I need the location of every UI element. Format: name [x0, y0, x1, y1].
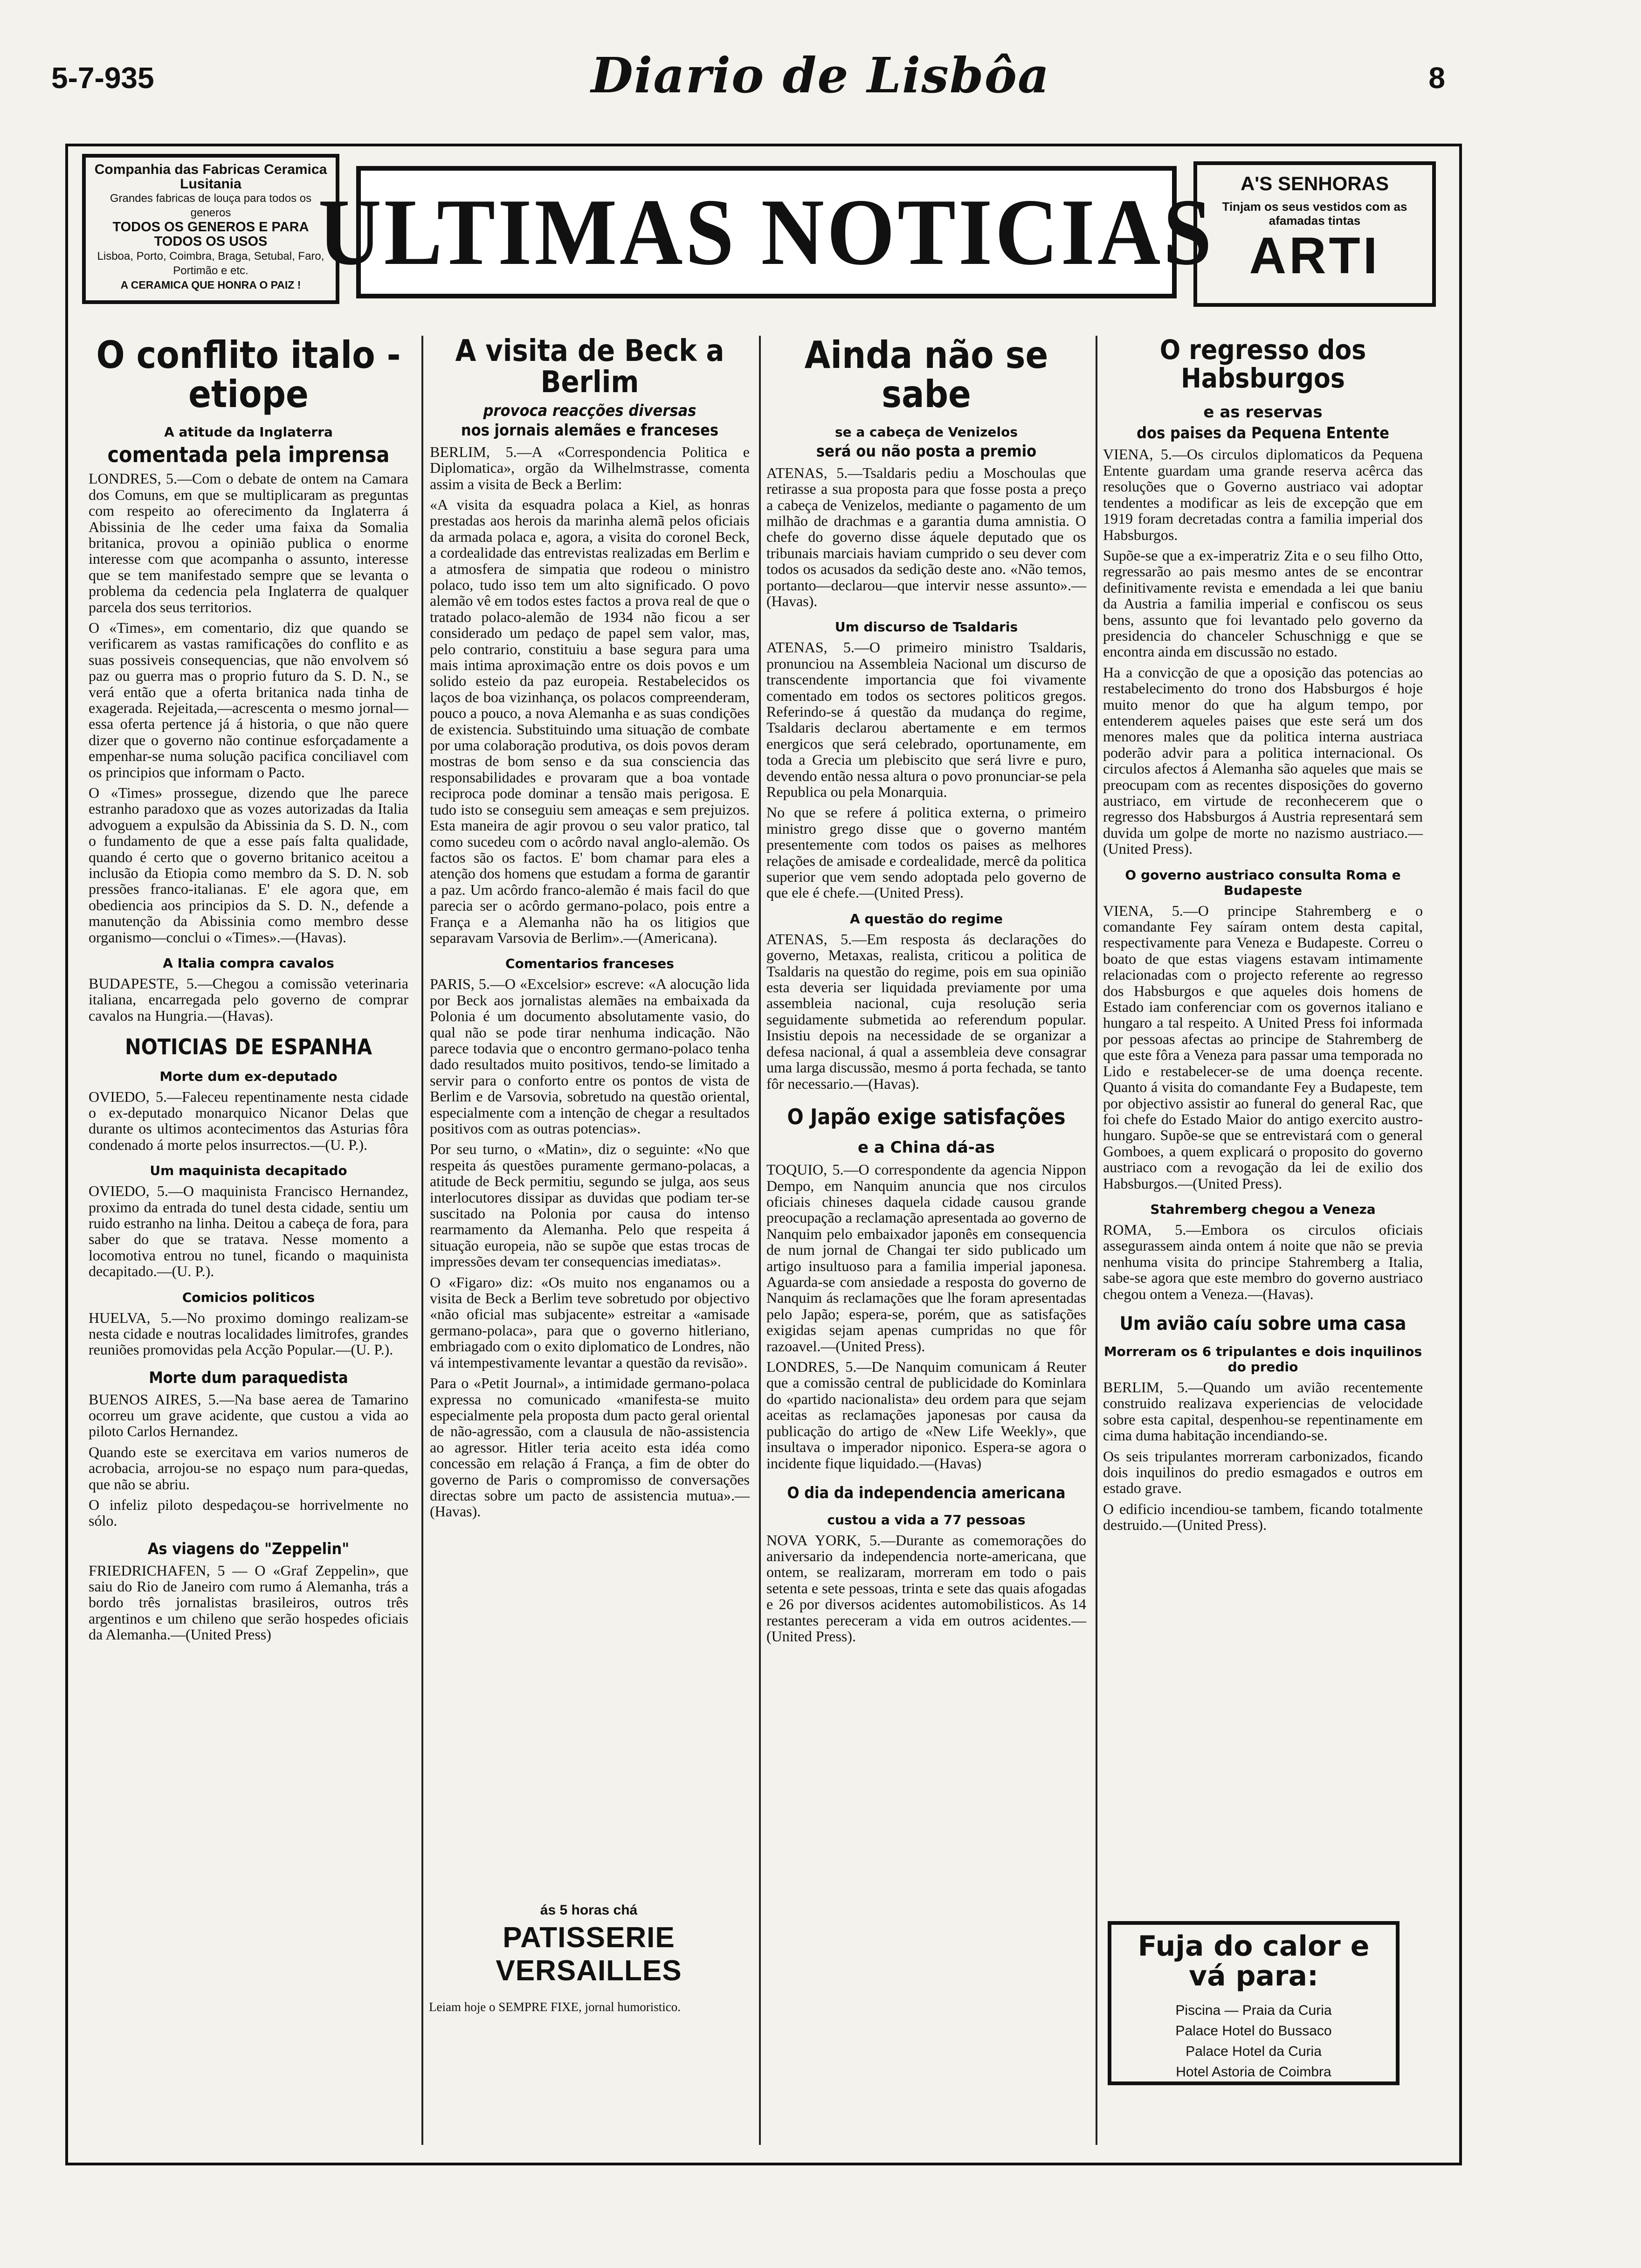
article-independencia — [766, 1485, 1086, 1645]
subheadline: dos paises da Pequena Entente — [1137, 423, 1389, 443]
article-zeppelin — [89, 1541, 408, 1643]
headline: Um avião caíu sobre uma casa — [1119, 1313, 1407, 1335]
paragraph: LONDRES, 5.—Com o debate de ontem na Camara dos Comuns, em que se multiplicaram as preguntas com respeito ao oferecimento da Inglaterra á Abissinia de lhe ceder uma faixa da Somalia britanica, provou a opinião publica o enorme interesse com que acompanha o assunto, interesse que se tem manifestado sempre que se levanta o problema da cedencia pela Inglaterra de qualquer parcela dos seus territorios. — [89, 470, 408, 615]
article-paraquedista — [89, 1370, 408, 1529]
article-habsburgos — [1103, 336, 1423, 1302]
subheadline: Comicios politicos — [182, 1289, 315, 1305]
paragraph: Por seu turno, o «Matin», diz o seguinte: «No que respeita ás questões puramente germano-polacas, a atitude de Beck permitiu, segundo se julga, aos seus interlocutores dissipar as duvidas que podiam ter-se suscitado na Polonia por causa do intenso rearmamento da Alemanha. Pelo que respeita á situação europeia, não se supõe que estas trocas de impressões devam ter consequencias imediatas». — [430, 1141, 750, 1270]
headline: NOTICIAS DE ESPANHA — [125, 1034, 372, 1060]
headline: As viagens do "Zeppelin" — [147, 1539, 350, 1558]
patisserie-versailles-ad — [429, 1902, 749, 2014]
ad-line: Grandes fabricas de louça para todos os generos — [110, 192, 312, 219]
subheadline: provoca reacções diversas — [483, 401, 696, 421]
headline: Morte dum paraquedista — [149, 1368, 348, 1387]
subheadline: A questão do regime — [850, 911, 1003, 927]
column-2 — [430, 336, 750, 1524]
paragraph: ROMA, 5.—Embora os circulos oficiais assegurassem ainda ontem á noite que não se previa nenhuma visita do principe Stahremberg a Italia, sabe-se agora que este membro do governo austriaco chegou ontem a Veneza.—(Havas). — [1103, 1221, 1423, 1302]
subheadline: se a cabeça de Venizelos — [834, 424, 1018, 440]
headline: O dia da independencia americana — [787, 1483, 1066, 1502]
article-cavalos — [89, 955, 408, 1023]
paragraph: ATENAS, 5.—Tsaldaris pediu a Moschoulas que retirasse a sua proposta para que fosse posta a preço a cabeça de Venizelos, mediante o pagamento de um milhão de drachmas e a garantia duma amnistia. O chefe do governo disse áquele deputado que os tribunais marciais haviam cumprido o seu dever com todos os acusados da sedição deste ano. «Não temos, portanto—declarou—que intervir nesse assunto».—(Havas). — [766, 464, 1086, 609]
subheadline: e as reservas — [1203, 402, 1323, 422]
page-date: 5-7-935 — [51, 61, 154, 95]
masthead: Diario de Lisbôa — [591, 47, 1050, 104]
paragraph: PARIS, 5.—O «Excelsior» escreve: «A alocução lida por Beck aos jornalistas alemães na embaixada da Polonia é um documento absolutamente vasio, do qual não se pode tirar nenhuma indicação. Não parece todavia que o encontro germano-polaco tenha dado resultados muito positivos, tendo-se limitado a servir para o conforto entre os pontos de vista de Berlim e de Varsovia, sobretudo na questão oriental, especialmente com a intenção de chegar a resultados positivos com as outras potencias». — [430, 975, 750, 1137]
paragraph: OVIEDO, 5.—O maquinista Francisco Hernandez, proximo da entrada do tunel desta cidade, sentiu um ruido estranho na linha. Deitou a cabeça de fora, para saber do que se tratava. Nesse momento a locomotiva entrou no tunel, ficando o maquinista decapitado.—(U. P.). — [89, 1182, 408, 1280]
paragraph: «A visita da esquadra polaca a Kiel, as honras prestadas aos herois da marinha alemã pelos oficiais da armada polaca e, agora, a visita do coronel Beck, a cordealidade das entrevistas realizadas em Berlim e a atmosfera de simpatia que rodeou o ministro polaco, tudo isso tem um alto significado. O povo alemão vê em todos estes factos a prova real de que o tratado polaco-alemão de 1934 não ficou a ser considerado um pedaço de papel sem valor, mas, pelo contrario, constituiu a base segura para uma mais intima aproximação entre os dois povos e um solido esteio da paz europeia. Restabelecidos os laços de boa vizinhança, os polacos compreenderam, pouco a pouco, a nova Alemanha e as suas condições de existencia. Substituindo uma situação de combate por uma colaboração produtiva, os dois povos deram mostras de bom senso e da sua consciencia das responsabilidades e provaram que a boa vontade reciproca pode dominar a tensão mais perigosa. E tudo isto se conseguiu sem ameaças e sem prejuizos. Esta maneira de agir provou o seu valor pratico, tal como sucedeu com o acôrdo naval anglo-alemão. Os factos são os factos. E' bom chamar para eles a atenção dos homens que estudam a forma de garantir a paz. Um acôrdo franco-alemão é mais facil do que parecia ser o acôrdo germano-polaco, pois entre a França e a Alemanha não ha os litigios que separavam Varsovia de Berlim».—(Americana). — [430, 496, 750, 946]
paragraph: O «Times» prossegue, dizendo que lhe parece estranho paradoxo que as vozes autorizadas da Italia advoguem a expulsão da Abissinia da S. D. N., com o fundamento de que a esse país falta qualidade, quando é certo que o governo britanico aceitou a inclusão da Etiopia como membro da S. D. N. sob pressões franco-italianas. E' ele agora que, em obediencia aos principios da S. D. N., defende a manutenção da Abissinia como membro desse organismo—conclui o «Times».—(Havas). — [89, 784, 408, 946]
subheadline: O governo austriaco consulta Roma e Budapeste — [1125, 867, 1401, 898]
article-conflito — [89, 333, 408, 946]
subheadline: Stahremberg chegou a Veneza — [1150, 1201, 1376, 1217]
paragraph: HUELVA, 5.—No proximo domingo realizam-se nesta cidade e noutras localidades limitrofes, grandes reuniões promovidas pela Acção Popular.—(U. P.). — [89, 1309, 408, 1358]
ad-brand: ARTI — [1249, 227, 1380, 284]
hotel-ad — [1108, 1921, 1400, 2085]
paragraph: ATENAS, 5.—O primeiro ministro Tsaldaris, pronunciou na Assembleia Nacional um discurso de transcendente importancia que foi vivamente comentado em todos os sectores politicos gregos. Referindo-se á questão da mudança do regime, Tsaldaris declarou abertamente e em termos energicos que será celebrado, oportunamente, em toda a Grecia um plebiscito que será livre e puro, devendo então nessa altura o povo pronunciar-se pela Republica ou pela Monarquia. — [766, 639, 1086, 800]
paragraph: No que se refere á politica externa, o primeiro ministro grego disse que o governo mantém presentemente com todos os paises as melhores relações de amisade e cordealidade, mercê da politica superior que vem sendo adoptada pelo governo de que ele é chefe.—(United Press). — [766, 804, 1086, 901]
paragraph: VIENA, 5.—O principe Stahremberg e o comandante Fey saíram ontem desta capital, respectivamente para Veneza e Budapeste. Correu o boato de que estas viagens estavam intimamente relacionadas com o projecto referente ao regresso dos Habsburgos e que aqueles dois homens de Estado iam conferenciar com os governos italiano e hungaro a tal respeito. A United Press foi informada por pessoas afectas ao principe de Stahremberg de que este fôra a Veneza para passar uma temporada no Lido e restabelecer-se de uma doença recente. Quanto á visita do comandante Fey a Budapeste, tem por objectivo assistir ao funeral do general Rac, que foi chefe do Estado Maior do antigo exercito austro-hungaro. Supõe-se que se entrevistará com o general Gomboes, a quem explicará o proposito do governo austriaco com a revogação da lei de exilio dos Habsburgos.—(United Press). — [1103, 902, 1423, 1192]
column-rule — [1096, 336, 1097, 2145]
subheadline: Um discurso de Tsaldaris — [834, 619, 1018, 635]
headline: O regresso dos Habsburgos — [1159, 334, 1366, 394]
subheadline: custou a vida a 77 pessoas — [827, 1512, 1026, 1528]
paragraph: BUDAPESTE, 5.—Chegou a comissão veterinaria italiana, encarregada pelo governo de comprar cavalos na Hungria.—(Havas). — [89, 975, 408, 1024]
paragraph: O «Figaro» diz: «Os muito nos enganamos ou a visita de Beck a Berlim teve sobretudo por objectivo «não oficial mas subjacente» estreitar a «amisade germano-polaca», para que o governo hitleriano, embriagado com o exito diplomatico de Londres, não vá intempestivamente levantar a questão da revisão». — [430, 1273, 750, 1371]
subheadline: comentada pela imprensa — [107, 442, 390, 467]
ceramica-lusitania-ad — [82, 154, 339, 304]
subheadline: Morte dum ex-deputado — [159, 1068, 338, 1084]
paragraph: BUENOS AIRES, 5.—Na base aerea de Tamarino ocorreu um grave acidente, que custou a vida ao piloto Carlos Hernandez. — [89, 1390, 408, 1440]
headline: O conflito italo - etiope — [96, 333, 401, 416]
paragraph: O edificio incendiou-se tambem, ficando totalmente destruido.—(United Press). — [1103, 1500, 1423, 1534]
ad-headline: Fuja do calor e vá para: — [1138, 1930, 1370, 1992]
paragraph: TOQUIO, 5.—O correspondente da agencia Nippon Dempo, em Nanquim anuncia que nos circulos oficiais chineses daquela cidade causou grande preocupação a reclamação apresentada ao governo de Nanquim pelo embaixador japonês em consequencia de num jornal de Changai ter sido publicado um artigo insultuoso para a familia imperial japonesa. Aguarda-se com ansiedade a resposta do governo de Nanquim ás reclamações que lhe foram apresentadas pelo Japão; espera-se, porém, que as satisfações exigidas sejam apenas cumpridas no que fôr razoavel.—(United Press). — [766, 1161, 1086, 1355]
headline: Ainda não se sabe — [804, 333, 1048, 416]
paragraph: LONDRES, 5.—De Nanquim comunicam á Reuter que a comissão central de publicidade do Kominlara do «partido nacionalista» deu ordem para que sejam aceitas as reclamações japonesas por causa da publicação do artigo de «New Life Weekly», que insultava o imperador niponico. Espera-se agora o incidente fique liquidado.—(Havas) — [766, 1358, 1086, 1472]
arti-ad — [1193, 161, 1436, 307]
subheadline: Um maquinista decapitado — [150, 1163, 347, 1179]
ad-line: Lisboa, Porto, Coimbra, Braga, Setubal, Faro, Portimão e etc. — [97, 250, 324, 277]
paragraph: ATENAS, 5.—Em resposta ás declarações do governo, Metaxas, realista, criticou a politica de Tsaldaris na questão do regime, pois em sua opinião esta deveria ser liquidada previamente por uma assembleia nacional, cuja resolução seria seguidamente submetida ao referendum popular. Insistiu depois na necessidade de se organizar a defesa nacional, á qual a assembleia deve consagrar uma larga discussão, mesmo á porta fechada, se tanto fôr necessario.—(Havas). — [766, 930, 1086, 1092]
ad-line: Piscina — Praia da Curia — [1175, 2003, 1332, 2018]
article-japao — [766, 1106, 1086, 1471]
article-aviao — [1103, 1314, 1423, 1533]
paragraph: Os seis tripulantes morreram carbonizados, ficando dois inquilinos do predio esmagados e outros em estado grave. — [1103, 1447, 1423, 1497]
column-4 — [1103, 336, 1423, 1538]
paragraph: Ha a convicção de que a oposição das potencias ao restabelecimento do trono dos Habsburgos é hoje muito menor do que ha algum tempo, por entenderem aqueles paises que este será um dos menores males que da politica interna austriaca poderão advir para a politica internacional. Os circulos afectos á Alemanha são aqueles que mais se preocupam com as recentes disposições do governo austriaco, em virtude de reconhecerem que o regresso dos Habsburgos á Austria representará sem duvida um golpe de morte no nazismo austriaco.—(United Press). — [1103, 664, 1423, 857]
paragraph: BERLIM, 5.—Quando um avião recentemente construido realizava experiencias de velocidade sobre esta capital, despenhou-se repentinamente em cima duma habitação incendiando-se. — [1103, 1378, 1423, 1444]
column-rule — [421, 336, 423, 2145]
paragraph: NOVA YORK, 5.—Durante as comemorações do aniversario da independencia norte-americana, que ontem, se realizaram, morreram em todo o pais setenta e sete pessoas, trinta e sete das quais afogadas e 26 por diversos acidentes automobilisticos. As 14 restantes pereceram a vida em outros acidentes.—(United Press). — [766, 1531, 1086, 1645]
paragraph: BERLIM, 5.—A «Correspondencia Politica e Diplomatica», orgão da Wilhelmstrasse, comenta assim a visita de Beck a Berlim: — [430, 443, 750, 492]
paragraph: O infeliz piloto despedaçou-se horrivelmente no sólo. — [89, 1496, 408, 1529]
subheadline: A Italia compra cavalos — [163, 955, 334, 971]
article-beck — [430, 336, 750, 1520]
paragraph: Supõe-se que a ex-imperatriz Zita e o seu filho Otto, regressarão ao pais mesmo antes de se encontrar definitivamente revista e emendada a lei que baniu da Austria a familia imperial e confiscou os seus bens, assunto que foi levantado pelo governo da presidencia do chanceler Schuschnigg e que se encontra ainda em discussão no estado. — [1103, 546, 1423, 660]
column-rule — [759, 336, 761, 2145]
ad-line: ás 5 horas chá — [540, 1902, 638, 1918]
ad-line: Companhia das Fabricas Ceramica Lusitania — [94, 162, 327, 192]
paragraph: VIENA, 5.—Os circulos diplomaticos da Pequena Entente guardam uma grande reserva acêrca das resoluções que o Governo austriaco vai adoptar tendentes a modificar as leis de excepção que em 1919 foram decretadas contra a familia imperial dos Habsburgos. — [1103, 446, 1423, 543]
subheadline: nos jornais alemães e franceses — [461, 421, 719, 440]
page-number: 8 — [1428, 61, 1445, 95]
ad-line: Palace Hotel da Curia — [1186, 2044, 1322, 2059]
paragraph: O «Times», em comentario, diz que quando se verificarem as vastas ramificações do conflito e as suas possiveis consequencias, que não envolvem só paz ou guerra mas o proprio futuro da S. D. N., se verá então que a oferta britanica nada tinha de exagerada. Rejeitada,—acrescenta o mesmo jornal—essa oferta pertence já á historia, o que não quere dizer que o governo não continue esforçadamente a empenhar-se numa solução pacifica conciliavel com os principios que informam o Pacto. — [89, 619, 408, 781]
ad-line: TODOS OS GENEROS E PARA TODOS OS USOS — [112, 220, 309, 249]
column-1 — [89, 333, 408, 1647]
subheadline: A atitude da Inglaterra — [164, 424, 333, 440]
ad-line: Leiam hoje o SEMPRE FIXE, jornal humoristico. — [429, 2000, 681, 2014]
ad-line: A'S SENHORAS — [1240, 173, 1389, 194]
ad-line: Tinjam os seus vestidos com as afamadas tintas — [1222, 200, 1407, 228]
ad-brand: PATISSERIE VERSAILLES — [496, 1922, 682, 1987]
section-banner — [318, 166, 1215, 298]
subheadline: Comentarios franceses — [505, 956, 674, 972]
article-venizelos — [766, 333, 1086, 1092]
ad-line: Hotel Astoria de Coimbra — [1176, 2064, 1331, 2080]
column-3 — [766, 333, 1086, 1649]
article-espanha — [89, 1036, 408, 1358]
paragraph: Quando este se exercitava em varios numeros de acrobacia, arrojou-se no espaço num para-quedas, que não se abriu. — [89, 1443, 408, 1493]
banner-title: ULTIMAS NOTICIAS — [318, 179, 1215, 285]
paragraph: OVIEDO, 5.—Faleceu repentinamente nesta cidade o ex-deputado monarquico Nicanor Delas que durante os ultimos acontecimentos das Asturias fôra condenado á morte pelos insurrectos.—(U. P.). — [89, 1088, 408, 1153]
ad-line: Palace Hotel do Bussaco — [1175, 2023, 1332, 2039]
ad-line: A CERAMICA QUE HONRA O PAIZ ! — [120, 279, 301, 291]
headline: O Japão exige satisfações — [787, 1104, 1066, 1129]
subheadline: Morreram os 6 tripulantes e dois inquilinos do predio — [1103, 1343, 1422, 1375]
paragraph: Para o «Petit Journal», a intimidade germano-polaca expressa no comunicado «manifesta-se muito especialmente pela proposta dum pacto geral oriental de não-agressão, com a clausula de não-assistencia ao agressor. Hitler teria aceito esta idéa como concessão em relação á França, a fim de obter do governo de Paris o compromisso de conversações directas sobre um pacto de assistencia mutua».—(Havas). — [430, 1375, 750, 1520]
paragraph: FRIEDRICHAFEN, 5 — O «Graf Zeppelin», que saiu do Rio de Janeiro com rumo á Alemanha, trás a bordo três jornalistas brasileiros, outros três argentinos e um chileno que serão hospedes oficiais da Alemanha.—(United Press) — [89, 1562, 408, 1643]
subheadline: será ou não posta a premio — [816, 442, 1037, 461]
ad-list — [1123, 2000, 1385, 2082]
headline: A visita de Beck a Berlim — [455, 334, 724, 400]
subheadline: e a China dá-as — [857, 1138, 995, 1157]
